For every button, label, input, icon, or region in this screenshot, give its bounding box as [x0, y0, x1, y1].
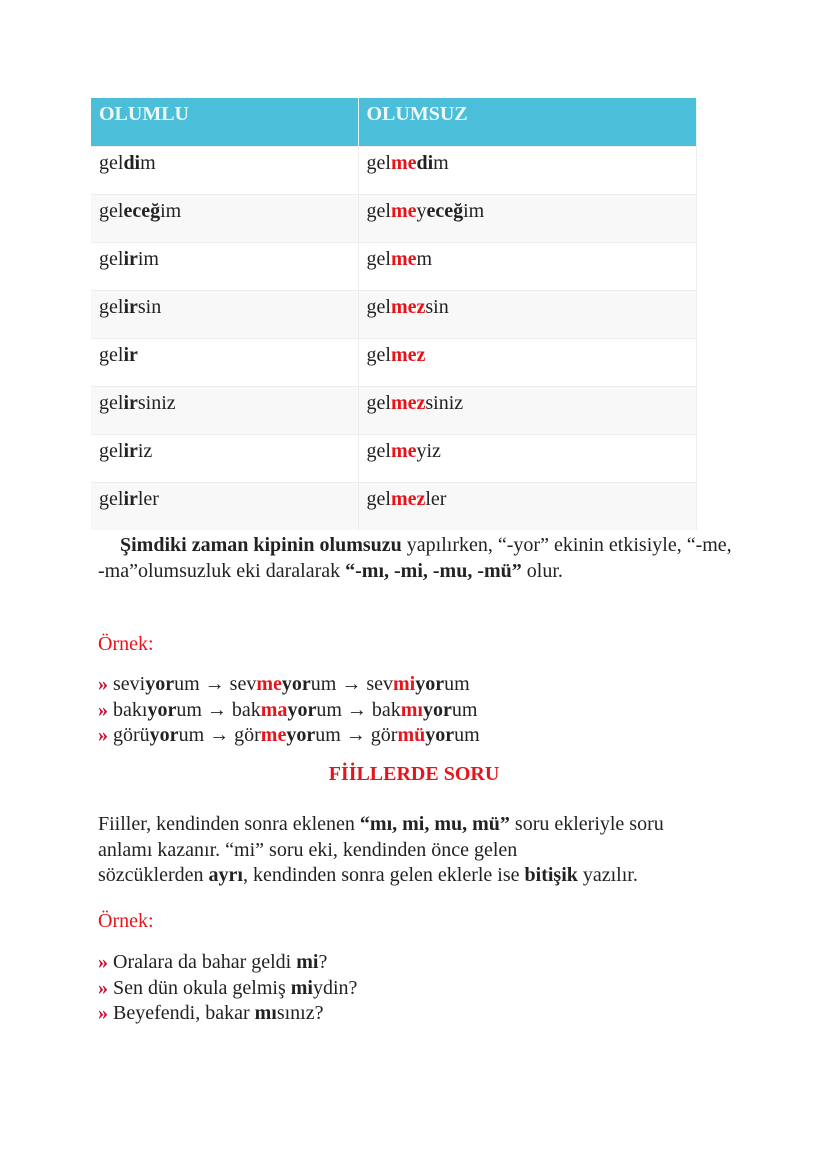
olumsuz-cell [358, 146, 697, 194]
highlight-text: mı [254, 1002, 277, 1024]
text-run: gel [366, 295, 391, 318]
text-run: um → sev [310, 673, 393, 695]
text-run: gel [99, 487, 124, 510]
bullet-icon: » [98, 951, 113, 973]
highlight-text: yor [145, 673, 175, 695]
text-run: gel [366, 151, 391, 174]
text-run: gel [366, 439, 391, 462]
highlight-text: di [123, 151, 141, 174]
example-list-1 [98, 672, 738, 749]
olumlu-cell [91, 242, 358, 290]
olumlu-cell [91, 290, 358, 338]
highlight-text: me [390, 151, 417, 174]
text-run: Sen dün okula gelmiş [113, 976, 291, 999]
text-run: gel [99, 295, 124, 318]
olumsuz-cell [358, 434, 697, 482]
table-row [91, 434, 697, 482]
text-run: gel [366, 343, 391, 366]
text-run: gel [366, 487, 391, 510]
highlight-text: ir [123, 343, 138, 366]
table-row [91, 386, 697, 434]
highlight-text: me [390, 199, 417, 222]
text-run: sevi [113, 673, 146, 695]
olumsuz-cell [358, 386, 697, 434]
highlight-text: ir [123, 391, 138, 414]
highlight-text: Şimdiki zaman kipinin olumsuzu [120, 534, 402, 556]
text-run: um → gör [178, 724, 261, 746]
paragraph-line [98, 838, 738, 864]
text-run: gel [366, 199, 391, 222]
highlight-text: yor [147, 698, 177, 721]
highlight-text: ir [123, 295, 138, 318]
olumsuz-cell [358, 194, 697, 242]
table-row [91, 194, 697, 242]
highlight-text: mi [296, 951, 319, 973]
text-run: im [463, 199, 485, 222]
highlight-text: mez [390, 343, 426, 366]
text-run: yiz [416, 439, 441, 462]
list-item [98, 672, 738, 698]
text-run: gel [366, 247, 391, 270]
table-row [91, 338, 697, 386]
paragraph-line [98, 812, 738, 838]
text-run: im [160, 199, 182, 222]
highlight-text: “mı, mi, mu, mü” [359, 813, 510, 835]
header-olumsuz: OLUMSUZ [358, 98, 697, 146]
table-row [91, 242, 697, 290]
text-run: siniz [137, 391, 176, 414]
highlight-text: mez [390, 391, 426, 414]
text-run: siniz [425, 391, 464, 414]
bullet-icon: » [98, 1002, 113, 1024]
text-run: y [416, 199, 427, 222]
text-run: gel [99, 343, 124, 366]
text-run: sin [425, 295, 449, 318]
list-item [98, 1001, 738, 1027]
olumsuz-cell [358, 290, 697, 338]
example-label: Örnek: [98, 633, 154, 655]
list-item [98, 950, 738, 976]
text-run: gel [366, 391, 391, 414]
text-run: ? [318, 951, 328, 973]
olumlu-cell [91, 338, 358, 386]
text-run: gel [99, 391, 124, 414]
highlight-text: ir [123, 487, 138, 510]
highlight-text: yor [281, 673, 311, 695]
highlight-text: yor [149, 724, 179, 746]
highlight-text: mü [397, 724, 426, 746]
text-run: bakı [113, 698, 148, 721]
section-heading: FİİLLERDE SORU [328, 763, 500, 785]
highlight-text: me [256, 673, 282, 695]
highlight-text: mez [390, 487, 426, 510]
text-run: ydin? [312, 976, 358, 999]
highlight-text: “-mı, -mi, -mu, -mü” [345, 559, 522, 582]
olumlu-cell [91, 434, 358, 482]
bullet-icon: » [98, 698, 113, 721]
text-run: anlamı kazanır. “mi” soru eki, kendinden önce gelen [98, 838, 518, 861]
olumsuz-cell [358, 482, 697, 530]
text-run: m [416, 247, 433, 270]
highlight-text: eceğ [123, 199, 161, 222]
text-run: um [451, 698, 478, 721]
text-run: sin [137, 295, 162, 318]
text-run: Fiiller, kendinden sonra eklenen [98, 813, 360, 835]
olumsuz-cell [358, 338, 697, 386]
highlight-text: bitişik [524, 864, 578, 886]
highlight-text: mı [400, 698, 423, 721]
highlight-text: ir [123, 247, 138, 270]
highlight-text: di [416, 151, 434, 174]
text-run: m [433, 151, 449, 174]
text-run: Oralara da bahar geldi [113, 951, 297, 973]
table-row [91, 482, 697, 530]
olumlu-cell [91, 194, 358, 242]
table-row [91, 290, 697, 338]
olumlu-cell [91, 386, 358, 434]
header-olumlu: OLUMLU [91, 98, 358, 146]
text-run: gel [99, 151, 124, 174]
highlight-text: yor [415, 673, 445, 695]
text-run: olur. [521, 559, 563, 582]
highlight-text: ayrı [208, 864, 243, 886]
highlight-text: mez [390, 295, 426, 318]
text-run: um → sev [174, 673, 257, 695]
highlight-text: me [260, 724, 287, 746]
text-run: görü [113, 724, 150, 746]
text-run: yazılır. [577, 864, 638, 886]
bullet-icon: » [98, 724, 113, 746]
highlight-text: yor [422, 698, 452, 721]
text-run: um [444, 673, 470, 695]
list-item [98, 723, 738, 749]
highlight-text: yor [286, 724, 316, 746]
highlight-text: ir [123, 439, 138, 462]
list-item [98, 698, 738, 724]
bullet-icon: » [98, 976, 113, 999]
paragraph-fiillerde-soru [98, 812, 738, 889]
text-run: soru ekleriyle soru [509, 813, 664, 835]
text-run: gel [99, 439, 124, 462]
text-run: yapılırken, “-yor” ekinin etkisiyle, “-me, -ma”olumsuzluk eki daralarak [98, 534, 732, 582]
text-run: um → bak [176, 698, 261, 721]
highlight-text: mi [290, 976, 313, 999]
example-label: Örnek: [98, 910, 154, 932]
list-item [98, 976, 738, 1002]
text-run: ler [137, 487, 159, 510]
example-list-2 [98, 950, 738, 1027]
highlight-text: me [390, 439, 417, 462]
olumlu-olumsuz-table [91, 98, 697, 530]
highlight-text: eceğ [426, 199, 464, 222]
olumlu-cell [91, 482, 358, 530]
highlight-text: me [390, 247, 417, 270]
text-run: um → gör [315, 724, 398, 746]
text-run: um → bak [316, 698, 401, 721]
paragraph-line [98, 863, 738, 889]
paragraph-simdiki-zaman [98, 533, 738, 584]
text-run: sözcüklerden [98, 864, 209, 886]
olumsuz-cell [358, 242, 697, 290]
olumlu-cell [91, 146, 358, 194]
highlight-text: ma [260, 698, 288, 721]
text-run: ler [425, 487, 447, 510]
text-run: im [137, 247, 159, 270]
highlight-text: mi [392, 673, 416, 695]
text-run: Beyefendi, bakar [113, 1002, 255, 1024]
table-row [91, 146, 697, 194]
text-run: gel [99, 199, 124, 222]
highlight-text: yor [425, 724, 455, 746]
text-run: , kendinden sonra gelen eklerle ise [242, 864, 525, 886]
text-run: iz [137, 439, 153, 462]
highlight-text: yor [287, 698, 317, 721]
text-run: m [140, 151, 156, 174]
bullet-icon: » [98, 673, 113, 695]
text-run: um [454, 724, 480, 746]
text-run: gel [99, 247, 124, 270]
text-run: sınız? [276, 1002, 324, 1024]
